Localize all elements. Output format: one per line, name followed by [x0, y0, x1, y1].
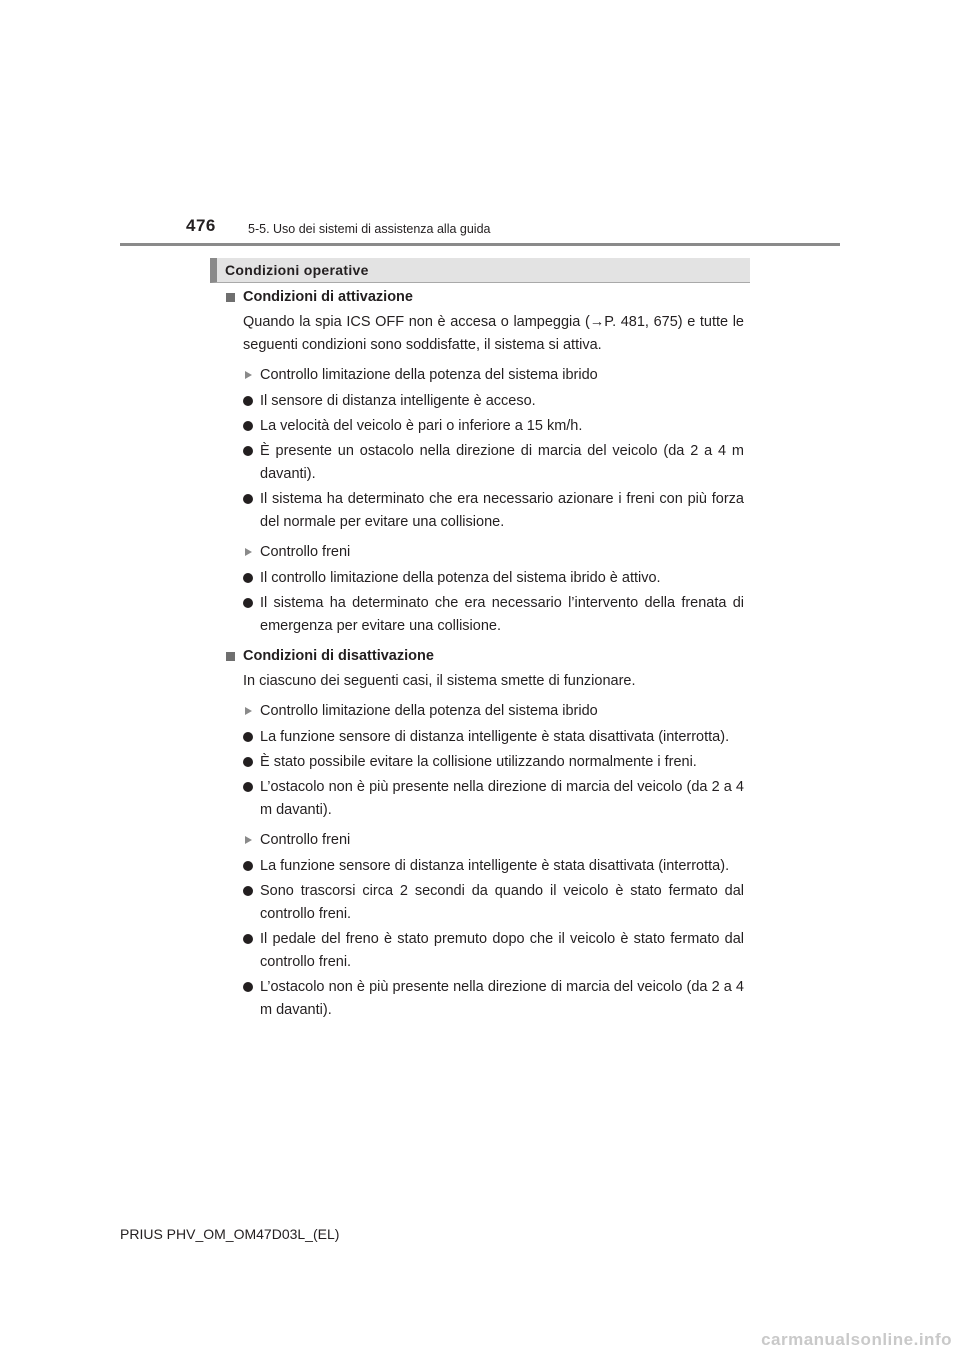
bullet-dot-icon [243, 396, 253, 406]
bullet-dot-icon [243, 782, 253, 792]
bullet-dot-icon [243, 982, 253, 992]
bullet-dot-icon [243, 446, 253, 456]
bullet-dot-icon [243, 494, 253, 504]
list-item: Sono trascorsi circa 2 secondi da quando il veicolo è stato fermato dal controllo freni. [243, 880, 744, 926]
deactivation-intro: In ciascuno dei seguenti casi, il sistema smette di funzionare. [243, 673, 636, 689]
list-item: Il sensore di distanza intelligente è acceso. [243, 390, 744, 413]
triangle-right-icon [245, 548, 252, 556]
box-heading-label: Condizioni operative [225, 262, 369, 278]
group-label: Controllo freni [243, 829, 744, 852]
watermark: carmanualsonline.info [761, 1330, 952, 1349]
list-item: Il sistema ha determinato che era necessario azionare i freni con più forza del normale per evitare una collisione. [243, 488, 744, 534]
list-item: Il sistema ha determinato che era necessario l’intervento della frenata di emergenza per evitare una collisione. [243, 592, 744, 638]
header-rule [120, 243, 840, 246]
activation-group-1 [226, 364, 744, 534]
activation-intro: Quando la spia ICS OFF non è accesa o lampeggia (→P. 481, 675) e tutte le seguenti condizioni sono soddisfatte, il sistema si attiva. [243, 314, 744, 353]
footer-doc-code: PRIUS PHV_OM_OM47D03L_(EL) [120, 1226, 340, 1242]
page-number: 476 [186, 216, 216, 235]
subhead-activation: Condizioni di attivazione [226, 286, 744, 309]
group-label: Controllo limitazione della potenza del sistema ibrido [243, 700, 744, 723]
list-item: La velocità del veicolo è pari o inferiore a 15 km/h. [243, 415, 744, 438]
list-item: L’ostacolo non è più presente nella direzione di marcia del veicolo (da 2 a 4 m davanti). [243, 776, 744, 822]
list-item: È presente un ostacolo nella direzione di marcia del veicolo (da 2 a 4 m davanti). [243, 440, 744, 486]
bullet-dot-icon [243, 598, 253, 608]
bullet-dot-icon [243, 934, 253, 944]
triangle-right-icon [245, 371, 252, 379]
content [226, 286, 744, 1029]
list-item: Il pedale del freno è stato premuto dopo che il veicolo è stato fermato dal controllo freni. [243, 928, 744, 974]
bullet-dot-icon [243, 573, 253, 583]
bullet-dot-icon [243, 732, 253, 742]
bullet-dot-icon [243, 421, 253, 431]
bullet-dot-icon [243, 861, 253, 871]
triangle-right-icon [245, 707, 252, 715]
square-bullet-icon [226, 293, 235, 302]
group-label: Controllo limitazione della potenza del sistema ibrido [243, 364, 744, 387]
box-heading [210, 258, 750, 283]
deactivation-group-1 [226, 700, 744, 822]
list-item: La funzione sensore di distanza intelligente è stata disattivata (interrotta). [243, 855, 744, 878]
section-title: 5-5. Uso dei sistemi di assistenza alla guida [248, 222, 491, 236]
activation-group-2 [226, 541, 744, 638]
list-item: L’ostacolo non è più presente nella direzione di marcia del veicolo (da 2 a 4 m davanti). [243, 976, 744, 1022]
triangle-right-icon [245, 836, 252, 844]
list-item: La funzione sensore di distanza intelligente è stata disattivata (interrotta). [243, 726, 744, 749]
deactivation-group-2 [226, 829, 744, 1022]
bullet-dot-icon [243, 757, 253, 767]
square-bullet-icon [226, 652, 235, 661]
bullet-dot-icon [243, 886, 253, 896]
group-label: Controllo freni [243, 541, 744, 564]
subhead-deactivation: Condizioni di disattivazione [226, 645, 744, 668]
list-item: Il controllo limitazione della potenza del sistema ibrido è attivo. [243, 567, 744, 590]
list-item: È stato possibile evitare la collisione utilizzando normalmente i freni. [243, 751, 744, 774]
